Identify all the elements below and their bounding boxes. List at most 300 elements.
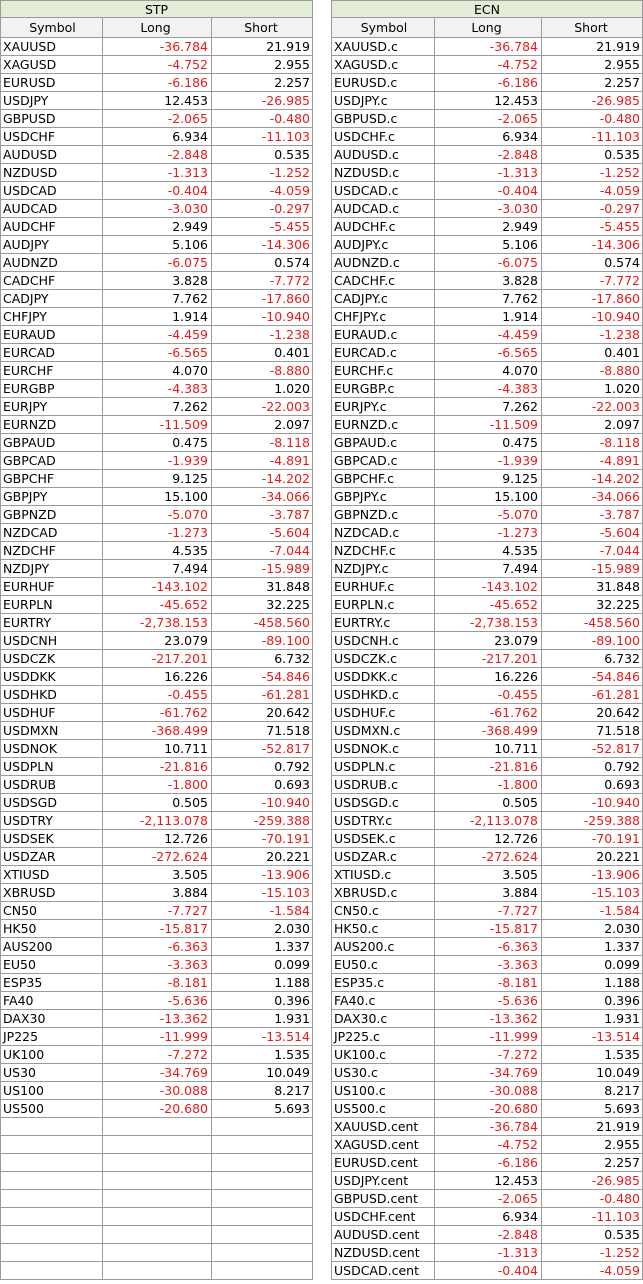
symbol-cell: CADJPY.c xyxy=(332,290,435,308)
table-row xyxy=(331,488,643,506)
empty-cell xyxy=(212,1154,313,1172)
short-cell: -7.044 xyxy=(212,542,313,560)
empty-cell xyxy=(103,1208,212,1226)
table-row xyxy=(0,812,313,830)
symbol-cell: GBPNZD.c xyxy=(332,506,435,524)
short-cell: -8.118 xyxy=(212,434,313,452)
long-cell: -4.459 xyxy=(103,326,212,344)
symbol-cell: USDNOK.c xyxy=(332,740,435,758)
short-cell: 10.049 xyxy=(542,1064,643,1082)
symbol-cell: USDHUF xyxy=(1,704,103,722)
symbol-cell: NZDJPY xyxy=(1,560,103,578)
short-cell: 8.217 xyxy=(542,1082,643,1100)
short-cell: 0.792 xyxy=(542,758,643,776)
long-cell: -36.784 xyxy=(103,38,212,56)
symbol-cell: EURCHF.c xyxy=(332,362,435,380)
table-row xyxy=(331,974,643,992)
long-cell: -8.181 xyxy=(435,974,542,992)
empty-cell xyxy=(212,1244,313,1262)
symbol-cell: GBPUSD xyxy=(1,110,103,128)
empty-cell xyxy=(1,1208,103,1226)
symbol-cell: AUS200.c xyxy=(332,938,435,956)
short-cell: -13.906 xyxy=(542,866,643,884)
short-cell: -26.985 xyxy=(542,1172,643,1190)
symbol-cell: EURAUD.c xyxy=(332,326,435,344)
table-row xyxy=(331,704,643,722)
column-header-symbol: Symbol xyxy=(1,18,103,38)
table-row xyxy=(331,1046,643,1064)
long-cell: 10.711 xyxy=(435,740,542,758)
short-cell: 32.225 xyxy=(542,596,643,614)
short-cell: -4.059 xyxy=(212,182,313,200)
table-row xyxy=(0,722,313,740)
short-cell: -15.103 xyxy=(542,884,643,902)
symbol-cell: EURNZD.c xyxy=(332,416,435,434)
long-cell: 2.949 xyxy=(435,218,542,236)
table-row xyxy=(331,272,643,290)
short-cell: -11.103 xyxy=(542,1208,643,1226)
table-row xyxy=(331,992,643,1010)
table-row xyxy=(331,1118,643,1136)
empty-table-row xyxy=(0,1118,313,1136)
long-cell: 0.475 xyxy=(435,434,542,452)
table-row xyxy=(0,290,313,308)
symbol-cell: EURAUD xyxy=(1,326,103,344)
table-row xyxy=(0,956,313,974)
empty-cell xyxy=(103,1154,212,1172)
long-cell: -0.404 xyxy=(435,182,542,200)
long-cell: -6.186 xyxy=(103,74,212,92)
symbol-cell: NZDJPY.c xyxy=(332,560,435,578)
short-cell: 2.955 xyxy=(542,1136,643,1154)
table-row xyxy=(0,1082,313,1100)
symbol-cell: USDMXN xyxy=(1,722,103,740)
short-cell: -52.817 xyxy=(212,740,313,758)
table-row xyxy=(331,920,643,938)
short-cell: 0.693 xyxy=(542,776,643,794)
short-cell: -13.906 xyxy=(212,866,313,884)
short-cell: 0.099 xyxy=(212,956,313,974)
short-cell: -8.880 xyxy=(542,362,643,380)
table-row xyxy=(0,398,313,416)
table-row xyxy=(331,326,643,344)
symbol-cell: USDCNH xyxy=(1,632,103,650)
table-body xyxy=(0,38,313,1280)
short-cell: -1.238 xyxy=(212,326,313,344)
symbol-cell: AUDCAD.c xyxy=(332,200,435,218)
short-cell: -17.860 xyxy=(542,290,643,308)
table-row xyxy=(0,434,313,452)
short-cell: 21.919 xyxy=(542,1118,643,1136)
long-cell: 2.949 xyxy=(103,218,212,236)
long-cell: 9.125 xyxy=(103,470,212,488)
short-cell: -5.455 xyxy=(542,218,643,236)
symbol-cell: EURCAD.c xyxy=(332,344,435,362)
table-row xyxy=(331,812,643,830)
long-cell: 7.262 xyxy=(103,398,212,416)
long-cell: 5.106 xyxy=(435,236,542,254)
symbol-cell: NZDCHF.c xyxy=(332,542,435,560)
long-cell: -11.999 xyxy=(435,1028,542,1046)
table-row xyxy=(331,794,643,812)
table-row xyxy=(0,1100,313,1118)
short-cell: -458.560 xyxy=(212,614,313,632)
symbol-cell: EU50.c xyxy=(332,956,435,974)
table-row xyxy=(0,326,313,344)
short-cell: -5.455 xyxy=(212,218,313,236)
table-row xyxy=(0,110,313,128)
table-row xyxy=(331,254,643,272)
short-cell: -4.891 xyxy=(542,452,643,470)
short-cell: -1.584 xyxy=(212,902,313,920)
symbol-cell: USDTRY xyxy=(1,812,103,830)
long-cell: 4.070 xyxy=(103,362,212,380)
long-cell: -2.065 xyxy=(103,110,212,128)
empty-cell xyxy=(1,1244,103,1262)
long-cell: -13.362 xyxy=(435,1010,542,1028)
long-cell: 15.100 xyxy=(435,488,542,506)
symbol-cell: EURJPY xyxy=(1,398,103,416)
short-cell: 71.518 xyxy=(212,722,313,740)
symbol-cell: USDHKD.c xyxy=(332,686,435,704)
table-row xyxy=(0,146,313,164)
short-cell: -3.787 xyxy=(212,506,313,524)
short-cell: -22.003 xyxy=(542,398,643,416)
short-cell: 1.931 xyxy=(542,1010,643,1028)
short-cell: 0.535 xyxy=(212,146,313,164)
long-cell: 0.475 xyxy=(103,434,212,452)
short-cell: 20.642 xyxy=(542,704,643,722)
long-cell: -8.181 xyxy=(103,974,212,992)
symbol-cell: CN50.c xyxy=(332,902,435,920)
long-cell: -13.362 xyxy=(103,1010,212,1028)
long-cell: -15.817 xyxy=(103,920,212,938)
symbol-cell: USDCNH.c xyxy=(332,632,435,650)
long-cell: -1.273 xyxy=(103,524,212,542)
long-cell: 7.762 xyxy=(435,290,542,308)
table-row xyxy=(331,1154,643,1172)
symbol-cell: USDSGD xyxy=(1,794,103,812)
long-cell: -11.509 xyxy=(435,416,542,434)
short-cell: 20.221 xyxy=(212,848,313,866)
long-cell: 0.505 xyxy=(103,794,212,812)
long-cell: -4.752 xyxy=(435,1136,542,1154)
column-header-long: Long xyxy=(103,18,212,38)
empty-cell xyxy=(103,1190,212,1208)
short-cell: -34.066 xyxy=(542,488,643,506)
short-cell: -10.940 xyxy=(212,794,313,812)
symbol-cell: FA40 xyxy=(1,992,103,1010)
long-cell: -2,113.078 xyxy=(103,812,212,830)
empty-cell xyxy=(212,1118,313,1136)
table-row xyxy=(331,308,643,326)
long-cell: -2,738.153 xyxy=(435,614,542,632)
table-row xyxy=(0,218,313,236)
long-cell: -1.273 xyxy=(435,524,542,542)
table-row xyxy=(0,38,313,56)
short-cell: -1.252 xyxy=(542,164,643,182)
symbol-cell: USDPLN.c xyxy=(332,758,435,776)
long-cell: 1.914 xyxy=(103,308,212,326)
table-row xyxy=(331,434,643,452)
column-header-short: Short xyxy=(212,18,313,38)
long-cell: -2,738.153 xyxy=(103,614,212,632)
table-row xyxy=(0,380,313,398)
short-cell: 20.221 xyxy=(542,848,643,866)
symbol-cell: XAUUSD xyxy=(1,38,103,56)
short-cell: -3.787 xyxy=(542,506,643,524)
table-row xyxy=(331,470,643,488)
symbol-cell: GBPCAD xyxy=(1,452,103,470)
long-cell: 3.884 xyxy=(103,884,212,902)
symbol-cell: AUS200 xyxy=(1,938,103,956)
table-row xyxy=(0,632,313,650)
long-cell: -34.769 xyxy=(435,1064,542,1082)
table-row xyxy=(331,236,643,254)
empty-cell xyxy=(1,1172,103,1190)
symbol-cell: USDJPY.cent xyxy=(332,1172,435,1190)
symbol-cell: US500 xyxy=(1,1100,103,1118)
symbol-cell: USDDKK xyxy=(1,668,103,686)
short-cell: -70.191 xyxy=(212,830,313,848)
long-cell: 6.934 xyxy=(435,1208,542,1226)
symbol-cell: AUDUSD.cent xyxy=(332,1226,435,1244)
long-cell: 23.079 xyxy=(103,632,212,650)
table-row xyxy=(331,1172,643,1190)
symbol-cell: HK50 xyxy=(1,920,103,938)
symbol-cell: CADCHF xyxy=(1,272,103,290)
panel-title: STP xyxy=(0,0,313,18)
symbol-cell: USDCZK.c xyxy=(332,650,435,668)
table-row xyxy=(0,254,313,272)
long-cell: 12.726 xyxy=(435,830,542,848)
short-cell: -0.297 xyxy=(212,200,313,218)
symbol-cell: AUDNZD xyxy=(1,254,103,272)
empty-cell xyxy=(1,1226,103,1244)
short-cell: 1.337 xyxy=(212,938,313,956)
short-cell: 2.955 xyxy=(542,56,643,74)
table-row xyxy=(0,506,313,524)
table-row xyxy=(331,182,643,200)
long-cell: -368.499 xyxy=(435,722,542,740)
long-cell: 3.505 xyxy=(103,866,212,884)
long-cell: -45.652 xyxy=(435,596,542,614)
symbol-cell: GBPAUD.c xyxy=(332,434,435,452)
symbol-cell: US100 xyxy=(1,1082,103,1100)
table-row xyxy=(331,218,643,236)
empty-cell xyxy=(212,1190,313,1208)
symbol-cell: EURPLN.c xyxy=(332,596,435,614)
short-cell: -17.860 xyxy=(212,290,313,308)
long-cell: 3.828 xyxy=(435,272,542,290)
empty-cell xyxy=(1,1118,103,1136)
long-cell: -6.363 xyxy=(103,938,212,956)
long-cell: -21.816 xyxy=(103,758,212,776)
long-cell: -21.816 xyxy=(435,758,542,776)
short-cell: 0.401 xyxy=(212,344,313,362)
symbol-cell: GBPNZD xyxy=(1,506,103,524)
table-row xyxy=(0,308,313,326)
table-row xyxy=(331,128,643,146)
short-cell: 2.097 xyxy=(542,416,643,434)
symbol-cell: XAUUSD.c xyxy=(332,38,435,56)
table-row xyxy=(331,830,643,848)
empty-table-row xyxy=(0,1190,313,1208)
table-row xyxy=(331,758,643,776)
table-row xyxy=(331,1082,643,1100)
table-row xyxy=(331,416,643,434)
short-cell: -89.100 xyxy=(542,632,643,650)
long-cell: -2.065 xyxy=(435,110,542,128)
short-cell: -0.480 xyxy=(542,110,643,128)
short-cell: -15.989 xyxy=(542,560,643,578)
long-cell: -20.680 xyxy=(103,1100,212,1118)
long-cell: -6.075 xyxy=(103,254,212,272)
short-cell: 0.099 xyxy=(542,956,643,974)
symbol-cell: NZDCHF xyxy=(1,542,103,560)
short-cell: -0.480 xyxy=(542,1190,643,1208)
empty-cell xyxy=(1,1136,103,1154)
column-header-row xyxy=(331,18,643,38)
table-row xyxy=(331,722,643,740)
symbol-cell: AUDJPY xyxy=(1,236,103,254)
table-row xyxy=(331,110,643,128)
table-row xyxy=(0,974,313,992)
symbol-cell: GBPCHF.c xyxy=(332,470,435,488)
table-row xyxy=(0,578,313,596)
table-row xyxy=(331,344,643,362)
symbol-cell: USDHKD xyxy=(1,686,103,704)
long-cell: -6.186 xyxy=(435,74,542,92)
short-cell: 1.188 xyxy=(542,974,643,992)
long-cell: -5.070 xyxy=(435,506,542,524)
symbol-cell: EU50 xyxy=(1,956,103,974)
symbol-cell: USDSEK.c xyxy=(332,830,435,848)
table-row xyxy=(331,1262,643,1280)
short-cell: -1.238 xyxy=(542,326,643,344)
short-cell: -8.880 xyxy=(212,362,313,380)
table-row xyxy=(0,56,313,74)
table-row xyxy=(331,1028,643,1046)
column-header-symbol: Symbol xyxy=(332,18,435,38)
symbol-cell: EURJPY.c xyxy=(332,398,435,416)
table-row xyxy=(0,1028,313,1046)
short-cell: -0.480 xyxy=(212,110,313,128)
long-cell: -2.848 xyxy=(435,146,542,164)
empty-cell xyxy=(212,1262,313,1280)
table-row xyxy=(0,74,313,92)
symbol-cell: XAUUSD.cent xyxy=(332,1118,435,1136)
long-cell: -4.383 xyxy=(435,380,542,398)
long-cell: -4.383 xyxy=(103,380,212,398)
short-cell: 0.574 xyxy=(542,254,643,272)
long-cell: -3.363 xyxy=(103,956,212,974)
short-cell: -14.202 xyxy=(212,470,313,488)
long-cell: 7.762 xyxy=(103,290,212,308)
table-row xyxy=(0,758,313,776)
empty-cell xyxy=(1,1154,103,1172)
short-cell: 8.217 xyxy=(212,1082,313,1100)
empty-cell xyxy=(1,1190,103,1208)
long-cell: -5.636 xyxy=(435,992,542,1010)
long-cell: -1.313 xyxy=(435,1244,542,1262)
table-row xyxy=(331,776,643,794)
symbol-cell: USDCHF xyxy=(1,128,103,146)
short-cell: 2.030 xyxy=(542,920,643,938)
short-cell: -11.103 xyxy=(542,128,643,146)
table-row xyxy=(331,56,643,74)
table-row xyxy=(0,920,313,938)
long-cell: -15.817 xyxy=(435,920,542,938)
long-cell: 3.505 xyxy=(435,866,542,884)
short-cell: 0.535 xyxy=(542,1226,643,1244)
short-cell: 10.049 xyxy=(212,1064,313,1082)
short-cell: 31.848 xyxy=(542,578,643,596)
symbol-cell: NZDCAD xyxy=(1,524,103,542)
long-cell: 9.125 xyxy=(435,470,542,488)
table-row xyxy=(331,524,643,542)
short-cell: 6.732 xyxy=(542,650,643,668)
symbol-cell: XBRUSD.c xyxy=(332,884,435,902)
empty-cell xyxy=(103,1226,212,1244)
symbol-cell: US500.c xyxy=(332,1100,435,1118)
table-row xyxy=(331,164,643,182)
symbol-cell: USDZAR.c xyxy=(332,848,435,866)
table-row xyxy=(331,560,643,578)
empty-cell xyxy=(103,1262,212,1280)
table-row xyxy=(0,992,313,1010)
table-row xyxy=(0,344,313,362)
table-row xyxy=(331,884,643,902)
symbol-cell: GBPUSD.cent xyxy=(332,1190,435,1208)
table-row xyxy=(0,1010,313,1028)
short-cell: -22.003 xyxy=(212,398,313,416)
table-row xyxy=(0,488,313,506)
symbol-cell: XBRUSD xyxy=(1,884,103,902)
long-cell: -5.636 xyxy=(103,992,212,1010)
table-row xyxy=(331,1208,643,1226)
symbol-cell: US100.c xyxy=(332,1082,435,1100)
table-row xyxy=(331,1244,643,1262)
table-row xyxy=(331,362,643,380)
symbol-cell: EURTRY xyxy=(1,614,103,632)
table-row xyxy=(331,614,643,632)
table-row xyxy=(0,164,313,182)
symbol-cell: EURHUF.c xyxy=(332,578,435,596)
short-cell: 0.574 xyxy=(212,254,313,272)
long-cell: 7.262 xyxy=(435,398,542,416)
long-cell: -368.499 xyxy=(103,722,212,740)
long-cell: -1.800 xyxy=(103,776,212,794)
table-row xyxy=(0,668,313,686)
symbol-cell: EURNZD xyxy=(1,416,103,434)
table-row xyxy=(0,92,313,110)
short-cell: -259.388 xyxy=(542,812,643,830)
short-cell: 1.020 xyxy=(212,380,313,398)
symbol-cell: EURPLN xyxy=(1,596,103,614)
symbol-cell: GBPJPY.c xyxy=(332,488,435,506)
long-cell: 12.453 xyxy=(435,1172,542,1190)
symbol-cell: XAGUSD.cent xyxy=(332,1136,435,1154)
table-row xyxy=(0,650,313,668)
short-cell: -26.985 xyxy=(542,92,643,110)
long-cell: -0.455 xyxy=(103,686,212,704)
symbol-cell: GBPCAD.c xyxy=(332,452,435,470)
long-cell: -36.784 xyxy=(435,38,542,56)
table-row xyxy=(0,866,313,884)
empty-cell xyxy=(212,1208,313,1226)
table-row xyxy=(0,128,313,146)
